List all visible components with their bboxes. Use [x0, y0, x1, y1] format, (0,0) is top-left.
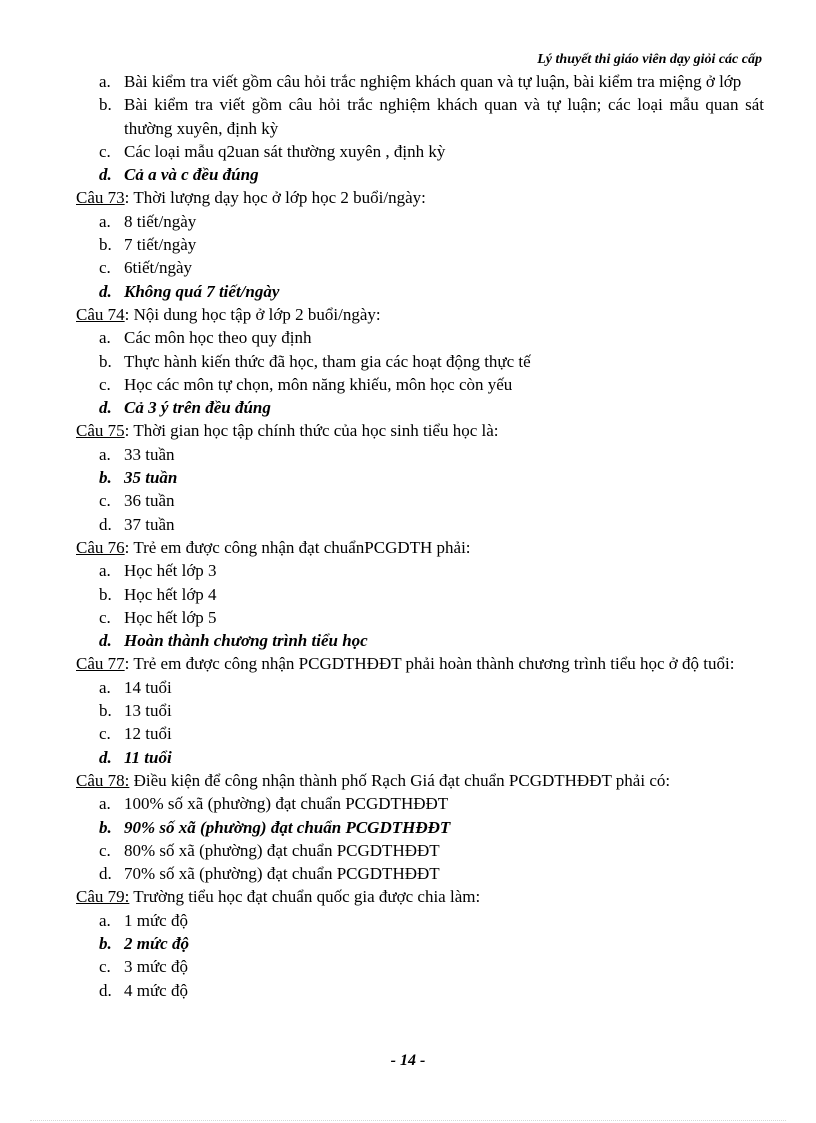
- option: [76, 909, 764, 932]
- option-text: Cả a và c đều đúng: [124, 165, 259, 185]
- option-text: Học hết lớp 4: [124, 584, 217, 604]
- page-bottom-divider: [30, 1120, 786, 1121]
- question-text: Thời gian học tập chính thức của học sinh tiểu học là:: [129, 421, 499, 441]
- option-text: 11 tuổi: [124, 747, 172, 767]
- option-text: 35 tuần: [124, 468, 178, 488]
- option-text: 4 mức độ: [124, 980, 188, 1000]
- question-stem: [76, 885, 764, 908]
- option-correct: [76, 932, 764, 955]
- option: [76, 443, 764, 466]
- option: [76, 210, 764, 233]
- option-text: 7 tiết/ngày: [124, 235, 197, 255]
- question-list: [76, 186, 764, 1001]
- option: [76, 839, 764, 862]
- option: [76, 862, 764, 885]
- question-stem: [76, 769, 764, 792]
- option-text: Học hết lớp 3: [124, 561, 217, 581]
- option-label: c.: [99, 957, 111, 977]
- option-text: Học các môn tự chọn, môn năng khiếu, môn học còn yếu: [124, 374, 513, 394]
- option-label: b.: [99, 584, 112, 604]
- option-label: a.: [99, 72, 111, 91]
- question-text: Trẻ em được công nhận PCGDTHĐĐT phải hoàn thành chương trình tiểu học ở độ tuổi:: [129, 654, 735, 674]
- option: [76, 606, 764, 629]
- question-block: [76, 419, 764, 535]
- option-label: b.: [99, 235, 112, 255]
- option-text: Học hết lớp 5: [124, 607, 217, 627]
- question-number: Câu 77: [76, 654, 125, 674]
- option-label: c.: [99, 141, 111, 161]
- option-text: 8 tiết/ngày: [124, 211, 197, 231]
- option-text: 90% số xã (phường) đạt chuẩn PCGDTHĐĐT: [124, 817, 451, 837]
- option-correct: [76, 280, 764, 303]
- option: [76, 699, 764, 722]
- option-label: d.: [99, 631, 112, 651]
- question-separator: :: [124, 537, 130, 557]
- question-block: [76, 652, 764, 768]
- option-label: d.: [99, 165, 112, 185]
- option-correct: [76, 396, 764, 419]
- question-number: Câu 73: [76, 188, 125, 208]
- option-text: Cả 3 ý trên đều đúng: [124, 398, 271, 418]
- question-block: [76, 769, 764, 885]
- question-stem: [76, 419, 764, 442]
- question-number: Câu 75: [76, 421, 125, 441]
- question-stem: [76, 652, 764, 675]
- option-label: c.: [99, 724, 111, 744]
- option-label: c.: [99, 840, 111, 860]
- option-label: c.: [99, 607, 111, 627]
- question-text: Thời lượng dạy học ở lớp học 2 buổi/ngày:: [129, 188, 426, 208]
- option-text: 13 tuổi: [124, 701, 172, 721]
- question-block: [76, 536, 764, 652]
- question-number: Câu 78:: [76, 770, 130, 790]
- option-label: a.: [99, 910, 111, 930]
- option-label: a.: [99, 211, 111, 231]
- option-text: 14 tuổi: [124, 677, 172, 697]
- option-label: a.: [99, 794, 111, 814]
- option: [76, 722, 764, 745]
- option-label: d.: [99, 864, 112, 884]
- option: [76, 256, 764, 279]
- option: [76, 559, 764, 582]
- option: [76, 792, 764, 815]
- option-label: b.: [99, 468, 112, 488]
- question-block: [76, 885, 764, 1001]
- option-text: 6tiết/ngày: [124, 258, 192, 278]
- question-separator: :: [124, 654, 130, 674]
- option-correct: [76, 746, 764, 769]
- question-text: Điều kiện để công nhận thành phố Rạch Giá đạt chuẩn PCGDTHĐĐT phải có:: [129, 770, 671, 790]
- option-text: Các môn học theo quy định: [124, 328, 312, 348]
- option-label: c.: [99, 491, 111, 511]
- question-text: Nội dung học tập ở lớp 2 buổi/ngày:: [129, 304, 381, 324]
- option-correct: [76, 629, 764, 652]
- option-label: a.: [99, 444, 111, 464]
- page-number: - 14 -: [390, 1052, 426, 1069]
- option-label: a.: [99, 677, 111, 697]
- running-header: Lý thuyết thi giáo viên dạy giỏi các cấp: [537, 52, 762, 67]
- question-stem: [76, 303, 764, 326]
- question-separator: :: [124, 304, 130, 324]
- option-text: 33 tuần: [124, 444, 175, 464]
- question-text: Trẻ em được công nhận đạt chuẩnPCGDTH phải:: [129, 537, 471, 557]
- question-number: Câu 74: [76, 304, 125, 324]
- option-text: 1 mức độ: [124, 910, 188, 930]
- option-label: b.: [99, 817, 112, 837]
- option: [76, 583, 764, 606]
- option: [76, 350, 764, 373]
- option-text: 2 mức độ: [124, 933, 189, 953]
- question-stem: [76, 186, 764, 209]
- option: [76, 489, 764, 512]
- option-text: Bài kiểm tra viết gồm câu hỏi trắc nghiệm khách quan và tự luận, bài kiểm tra miệng ở lớp: [124, 72, 742, 91]
- option-text: Không quá 7 tiết/ngày: [124, 281, 280, 301]
- option-label: b.: [99, 351, 112, 371]
- option-text: 80% số xã (phường) đạt chuẩn PCGDTHĐĐT: [124, 840, 440, 860]
- option-text: 37 tuần: [124, 514, 175, 534]
- option-correct: [76, 466, 764, 489]
- option-label: b.: [99, 95, 112, 115]
- option-label: d.: [99, 514, 112, 534]
- option-label: a.: [99, 561, 111, 581]
- option-text: Bài kiểm tra viết gồm câu hỏi trắc nghiệm khách quan và tự luận; các loại mẫu quan sát thường xuyên, định kỳ: [124, 95, 764, 138]
- option: [76, 93, 764, 140]
- option: [76, 676, 764, 699]
- option-label: d.: [99, 281, 112, 301]
- question-separator: :: [124, 188, 130, 208]
- option: [76, 70, 764, 93]
- option-text: 70% số xã (phường) đạt chuẩn PCGDTHĐĐT: [124, 864, 440, 884]
- page-content: [76, 70, 764, 1002]
- question-block: [76, 186, 764, 302]
- question-separator: :: [124, 421, 130, 441]
- option: [76, 140, 764, 163]
- option-label: c.: [99, 258, 111, 278]
- option-text: 36 tuần: [124, 491, 175, 511]
- question-number: Câu 76: [76, 537, 125, 557]
- option-text: Các loại mẫu q2uan sát thường xuyên , định kỳ: [124, 141, 446, 161]
- option-label: d.: [99, 747, 112, 767]
- question-text: Trường tiểu học đạt chuẩn quốc gia được chia làm:: [129, 887, 481, 907]
- option: [76, 955, 764, 978]
- option-label: b.: [99, 701, 112, 721]
- option: [76, 979, 764, 1002]
- question-number: Câu 79:: [76, 887, 130, 907]
- question-stem: [76, 536, 764, 559]
- option-text: 3 mức độ: [124, 957, 188, 977]
- option-text: Thực hành kiến thức đã học, tham gia các hoạt động thực tế: [124, 351, 531, 371]
- option-label: d.: [99, 398, 112, 418]
- option-text: Hoàn thành chương trình tiểu học: [124, 631, 368, 651]
- option: [76, 326, 764, 349]
- question-block: [76, 303, 764, 419]
- option: [76, 373, 764, 396]
- option-text: 100% số xã (phường) đạt chuẩn PCGDTHĐĐT: [124, 794, 449, 814]
- option: [76, 513, 764, 536]
- option-correct: [76, 163, 764, 186]
- option-label: b.: [99, 933, 112, 953]
- option-label: c.: [99, 374, 111, 394]
- option-label: a.: [99, 328, 111, 348]
- option: [76, 233, 764, 256]
- intro-options: [76, 70, 764, 186]
- option-correct: [76, 816, 764, 839]
- option-text: 12 tuổi: [124, 724, 172, 744]
- option-label: d.: [99, 980, 112, 1000]
